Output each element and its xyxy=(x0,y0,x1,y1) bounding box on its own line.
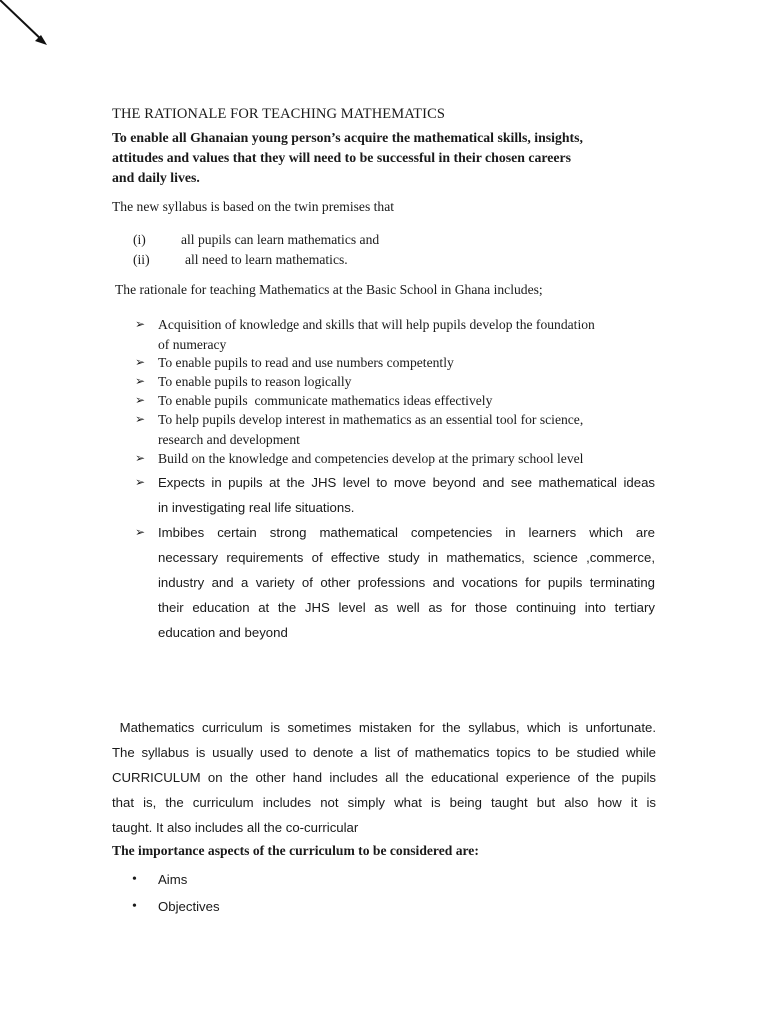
dot-bullet-icon: • xyxy=(132,872,137,887)
list-item-line: necessary requirements of effective study in mathematics, science ,commerce, xyxy=(158,550,655,565)
list-item-text xyxy=(158,410,655,449)
arrow-bullet-icon: ➢ xyxy=(135,475,146,489)
paragraph-line: Mathematics curriculum is sometimes mistaken for the syllabus, which is unfortunate. xyxy=(112,720,656,735)
list-item-line: Expects in pupils at the JHS level to move beyond and see mathematical ideas xyxy=(158,475,655,490)
list-item-text xyxy=(158,315,655,354)
paragraph-line: that is, the curriculum includes not simply what is being taught but also how it is xyxy=(112,795,656,810)
arrow-bullet-icon: ➢ xyxy=(135,374,146,388)
paragraph-line: taught. It also includes all the co-curricular xyxy=(112,820,359,835)
list-item-text: To enable pupils to reason logically xyxy=(158,374,352,389)
premise-text: all pupils can learn mathematics and xyxy=(181,232,380,247)
intro-line: and daily lives. xyxy=(112,170,200,185)
arrow-bullet-icon: ➢ xyxy=(135,525,146,539)
diagonal-arrow-icon xyxy=(0,0,60,60)
list-item-text xyxy=(158,520,655,645)
list-item-line: Acquisition of knowledge and skills that will help pupils develop the foundation xyxy=(158,317,595,332)
arrow-bullet-icon: ➢ xyxy=(135,451,146,465)
rationale-intro: The rationale for teaching Mathematics at the Basic School in Ghana includes; xyxy=(115,282,543,297)
arrow-bullet-icon: ➢ xyxy=(135,393,146,407)
list-item-text: To enable pupils to read and use numbers competently xyxy=(158,355,454,370)
list-item-line: research and development xyxy=(158,431,300,447)
dot-bullet-icon: • xyxy=(132,899,137,914)
paragraph-line: The syllabus is usually used to denote a list of mathematics topics to be studied while xyxy=(112,745,656,760)
paragraph-line: CURRICULUM on the other hand includes all the educational experience of the pupils xyxy=(112,770,656,785)
list-item-text: Aims xyxy=(158,872,188,887)
list-item-line: industry and a variety of other professions and vocations for pupils terminating xyxy=(158,575,655,590)
list-item-text xyxy=(158,470,655,520)
list-item-line: education and beyond xyxy=(158,625,288,640)
list-item-line: in investigating real life situations. xyxy=(158,500,355,515)
premises-intro: The new syllabus is based on the twin premises that xyxy=(112,199,395,214)
intro-line: To enable all Ghanaian young person’s acquire the mathematical skills, insights, xyxy=(112,130,583,145)
document-title: THE RATIONALE FOR TEACHING MATHEMATICS xyxy=(112,106,446,122)
intro-statement xyxy=(112,128,647,188)
arrow-bullet-icon: ➢ xyxy=(135,412,146,426)
list-item-line: Imbibes certain strong mathematical competencies in learners which are xyxy=(158,525,655,540)
premise-text: all need to learn mathematics. xyxy=(185,252,348,267)
list-item-line: To help pupils develop interest in mathematics as an essential tool for science, xyxy=(158,412,584,427)
arrow-bullet-icon: ➢ xyxy=(135,317,146,331)
list-item-text: Objectives xyxy=(158,899,220,914)
arrow-bullet-icon: ➢ xyxy=(135,355,146,369)
list-item-text: Build on the knowledge and competencies develop at the primary school level xyxy=(158,451,584,466)
premise-number: (i) xyxy=(133,232,146,247)
list-item-line: their education at the JHS level as well as for those continuing into tertiary xyxy=(158,600,655,615)
list-item-text: To enable pupils communicate mathematics ideas effectively xyxy=(158,393,493,408)
curriculum-paragraph xyxy=(112,715,656,840)
aspects-heading: The importance aspects of the curriculum to be considered are: xyxy=(112,843,479,858)
premise-number: (ii) xyxy=(133,252,150,267)
list-item-line: of numeracy xyxy=(158,336,227,352)
intro-line: attitudes and values that they will need to be successful in their chosen careers xyxy=(112,150,571,165)
